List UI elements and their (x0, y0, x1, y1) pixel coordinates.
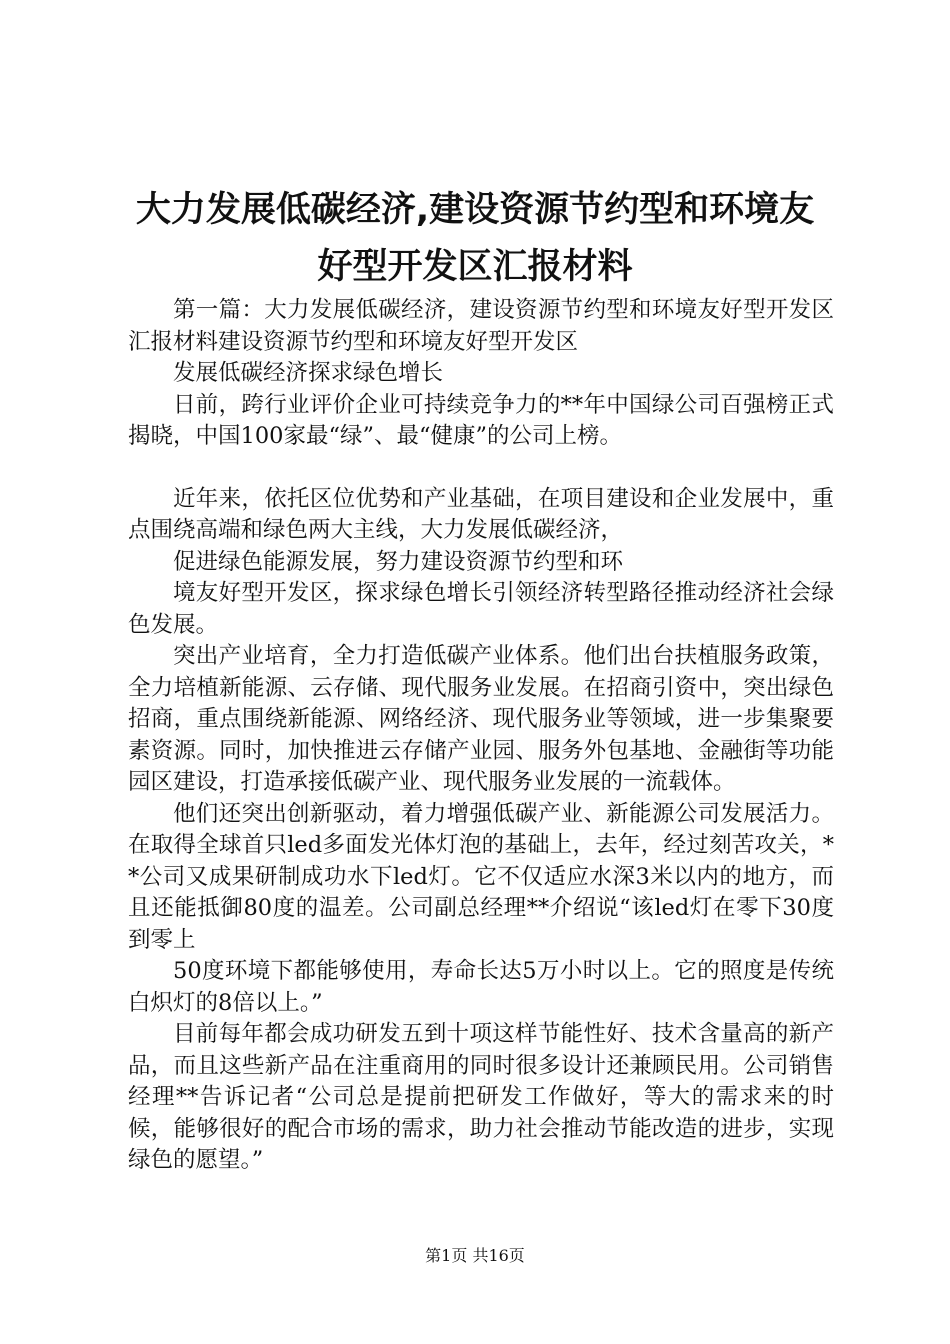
body-paragraph: 50度环境下都能够使用，寿命长达5万小时以上。它的照度是传统白炽灯的8倍以上。” (128, 958, 834, 1016)
document-title-line-1: 大力发展低碳经济,建设资源节约型和环境友 (135, 190, 815, 230)
body-paragraph: 日前，跨行业评价企业可持续竞争力的**年中国绿公司百强榜正式揭晓，中国100家最“绿”、最“健康”的公司上榜。 (128, 391, 834, 449)
body-paragraph: 他们还突出创新驱动，着力增强低碳产业、新能源公司发展活力。在取得全球首只led多面发光体灯泡的基础上，去年，经过刻苦攻关，**公司又成果研制成功水下led灯。它不仅适应水深3米以内的地方，而且还能抵御80度的温差。公司副总经理**介绍说“该led灯在零下30度到零上 (128, 800, 834, 953)
page-footer: 第1页 共16页 (425, 1246, 525, 1265)
body-paragraph: 近年来，依托区位优势和产业基础，在项目建设和企业发展中，重点围绕高端和绿色两大主线，大力发展低碳经济， (128, 485, 834, 543)
body-paragraph: 目前每年都会成功研发五到十项这样节能性好、技术含量高的新产品，而且这些新产品在注重商用的同时很多设计还兼顾民用。公司销售经理**告诉记者“公司总是提前把研发工作做好，等大的需求来的时候，能够很好的配合市场的需求，助力社会推动节能改造的进步，实现绿色的愿望。” (128, 1021, 834, 1173)
body-paragraph: 发展低碳经济探求绿色增长 (173, 360, 444, 386)
body-paragraph: 第一篇：大力发展低碳经济，建设资源节约型和环境友好型开发区汇报材料建设资源节约型和环境友好型开发区 (128, 297, 834, 355)
body-paragraph: 突出产业培育，全力打造低碳产业体系。他们出台扶植服务政策，全力培植新能源、云存储、现代服务业发展。在招商引资中，突出绿色招商，重点围绕新能源、网络经济、现代服务业等领域，进一步集聚要素资源。同时，加快推进云存储产业园、服务外包基地、金融街等功能园区建设，打造承接低碳产业、现代服务业发展的一流载体。 (128, 643, 834, 795)
body-paragraph: 境友好型开发区，探求绿色增长引领经济转型路径推动经济社会绿色发展。 (128, 580, 834, 638)
body-paragraph: 促进绿色能源发展，努力建设资源节约型和环 (173, 548, 624, 575)
document-body (128, 295, 834, 1177)
document-title-line-2: 好型开发区汇报材料 (317, 247, 633, 287)
